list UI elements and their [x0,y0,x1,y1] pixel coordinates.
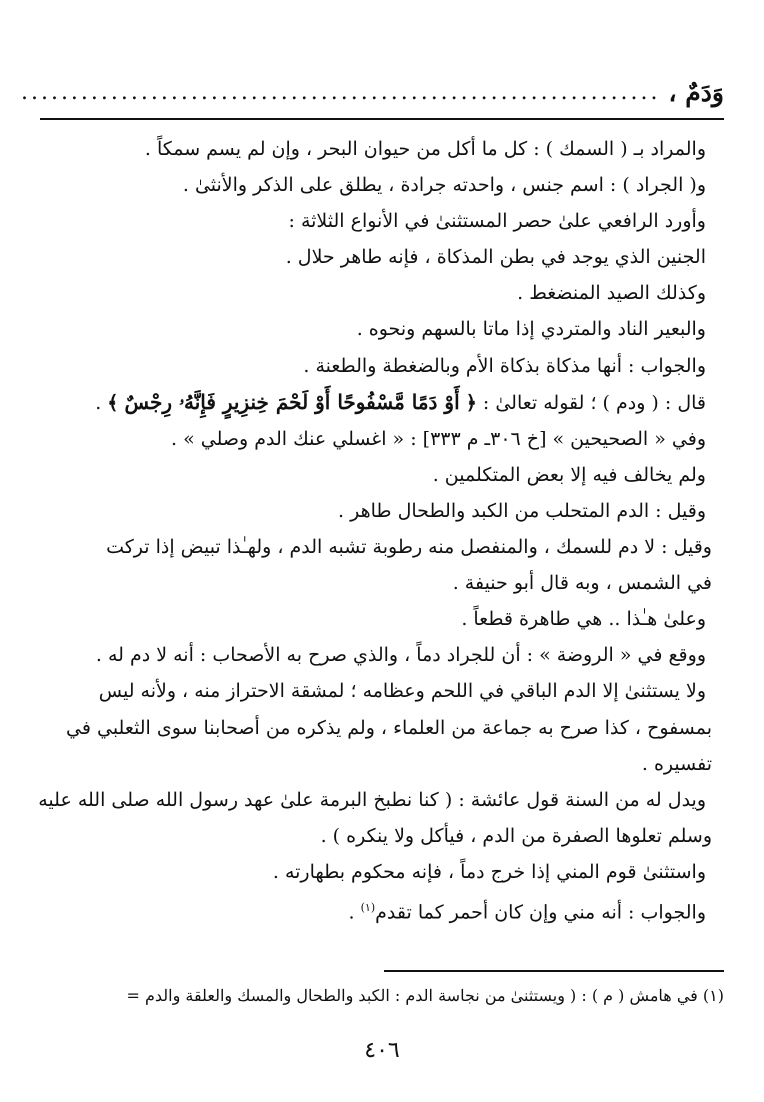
text-line: و( الجراد ) : اسم جنس ، واحدته جرادة ، يطلق على الذكر والأنثىٰ . [182,174,706,197]
header-word: وَدَمٌ ، [668,78,724,107]
footnote-marker[interactable]: (١) [360,900,376,914]
text-line: في الشمس ، وبه قال أبو حنيفة . [452,572,712,595]
running-header [20,78,724,108]
quran-open-bracket: ﴿ [465,391,477,414]
text-line: وسلم تعلوها الصفرة من الدم ، فيأكل ولا ينكره ) . [320,824,712,847]
text-line: وكذلك الصيد المنضغط . [517,282,706,305]
text-line: الجنين الذي يوجد في بطن المذكاة ، فإنه طاهر حلال . [285,246,706,269]
last-line-text: والجواب : أنه مني وإن كان أحمر كما تقدم [375,901,706,924]
text-line: ولا يستثنىٰ إلا الدم الباقي في اللحم وعظامه ؛ لمشقة الاحتراز منه ، ولأنه ليس [98,680,706,703]
text-line: ولم يخالف فيه إلا بعض المتكلمين . [432,463,706,486]
header-rule [40,118,724,120]
text-line: ووقع في « الروضة » : أن للجراد دماً ، والذي صرح به الأصحاب : أنه لا دم له . [95,644,706,667]
text-line: وقيل : الدم المتحلب من الكبد والطحال طاهر . [338,499,706,522]
text-line: والبعير الناد والمتردي إذا ماتا بالسهم ونحوه . [356,318,706,341]
footnote-text: في هامش ( م ) : ( ويستثنىٰ من نجاسة الدم : الكبد والطحال والمسك والعلقة والدم = [126,986,698,1005]
text-line: بمسفوح ، كذا صرح به جماعة من العلماء ، ولم يذكره من أصحابنا سوى الثعلبي في [66,716,712,739]
text-line: وقيل : لا دم للسمك ، والمنفصل منه رطوبة تشبه الدم ، ولهـٰذا تبيض إذا تركت [106,536,712,559]
text-line-with-footnote [52,890,706,930]
page-number: ٤٠٦ [364,1038,400,1063]
text-line: واستثنىٰ قوم المني إذا خرج دماً ، فإنه محكوم بطهارته . [272,860,706,883]
main-text [38,131,712,930]
header-dot-leader: ................................................................ [20,80,661,105]
text-line: تفسيره . [641,752,712,775]
text-line: والمراد بـ ( السمك ) : كل ما أكل من حيوان البحر ، وإن لم يسم سمكاً . [144,138,706,160]
text-line: وأورد الرافعي علىٰ حصر المستثنىٰ في الأنواع الثلاثة : [288,210,706,233]
quran-verse: أَوْ دَمًا مَّسْفُوحًا أَوْ لَحْمَ خِنزِيرٍ فَإِنَّهُۥ رِجْسٌ [124,389,460,414]
last-line-end: . [348,901,355,924]
text-line: وفي « الصحيحين » [خ ٣٠٦ـ م ٣٣٣] : « اغسلي عنك الدم وصلي » . [171,427,706,450]
footnote-separator [384,970,724,972]
footnote [40,982,724,1010]
quran-prefix: قال : ( ودم ) ؛ لقوله تعالىٰ : [482,391,706,414]
text-line: والجواب : أنها مذكاة بذكاة الأم وبالضغطة والطعنة . [303,354,706,377]
text-line: وعلىٰ هـٰذا .. هي طاهرة قطعاً . [461,608,706,631]
quran-verse-line [52,384,706,421]
footnote-number: (١) [702,986,724,1005]
text-line: ويدل له من السنة قول عائشة : ( كنا نطبخ البرمة علىٰ عهد رسول الله صلى الله عليه [38,788,706,811]
quran-close-bracket: ﴾ [107,391,119,414]
quran-suffix: . [95,391,102,414]
